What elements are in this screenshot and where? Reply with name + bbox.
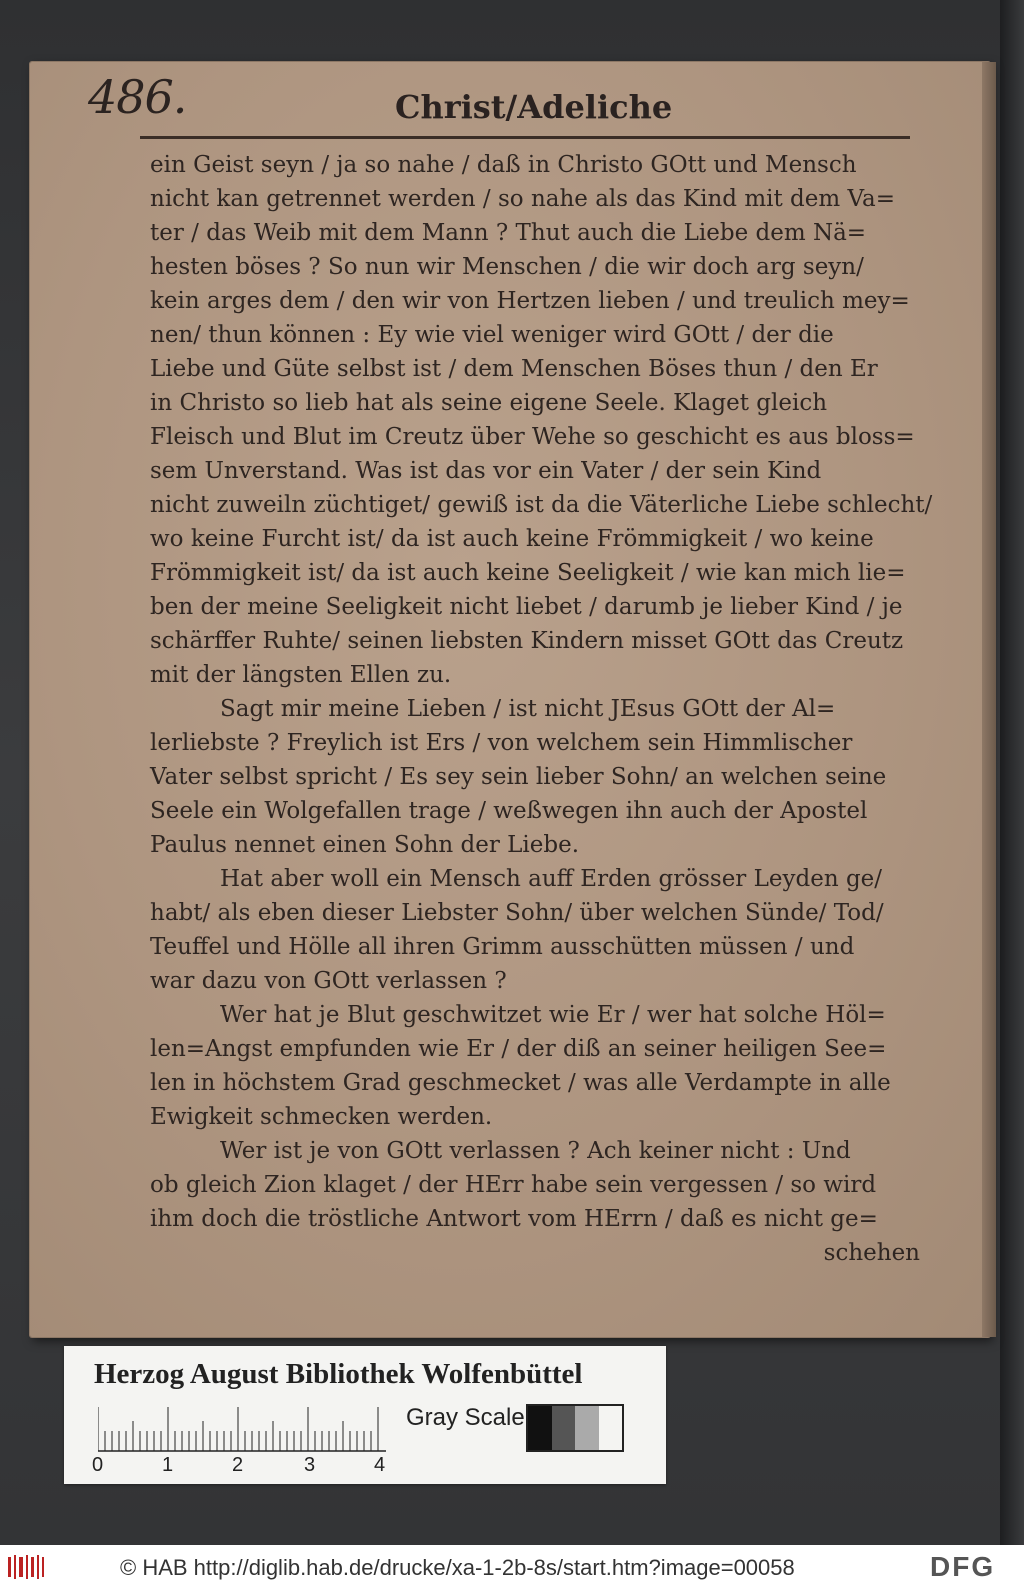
text-line: Teuffel und Hölle all ihren Grimm ausschütten müssen / und [150, 934, 855, 960]
swatch-dark-gray [552, 1406, 576, 1450]
text-line: len in höchstem Grad geschmecket / was alle Verdampte in alle [150, 1070, 891, 1096]
text-line: lerliebste ? Freylich ist Ers / von welchem sein Himmlischer [150, 730, 853, 756]
text-line: nicht kan getrennet werden / so nahe als das Kind mit dem Va= [150, 186, 895, 212]
footer-bar [0, 1545, 1024, 1590]
text-line: wo keine Furcht ist/ da ist auch keine Frömmigkeit / wo keine [150, 526, 874, 552]
swatch-black [528, 1406, 552, 1450]
ruler-number: 0 [92, 1454, 104, 1476]
text-line: ben der meine Seeligkeit nicht liebet / darumb je lieber Kind / je [150, 594, 903, 620]
text-line: Paulus nennet einen Sohn der Liebe. [150, 832, 580, 858]
text-line: Liebe und Güte selbst ist / dem Menschen Böses thun / den Er [150, 356, 878, 382]
text-line: ter / das Weib mit dem Mann ? Thut auch die Liebe dem Nä= [150, 220, 867, 246]
text-line: Seele ein Wolgefallen trage / weßwegen ihn auch der Apostel [150, 798, 868, 824]
text-line: ihm doch die tröstliche Antwort vom HErrn / daß es nicht ge= [150, 1206, 878, 1232]
gray-scale-label: Gray Scale [406, 1404, 525, 1431]
text-line: schärffer Ruhte/ seinen liebsten Kindern misset GOtt das Creutz [150, 628, 904, 654]
text-line: hesten böses ? So nun wir Menschen / die wir doch arg seyn/ [150, 254, 864, 280]
copyright-link[interactable]: © HAB http://diglib.hab.de/drucke/xa-1-2b-8s/start.htm?image=00058 [120, 1555, 795, 1580]
color-card [64, 1346, 666, 1484]
text-line: Fleisch und Blut im Creutz über Wehe so geschicht es aus bloss= [150, 424, 915, 450]
running-head: Christ/Adeliche [395, 88, 673, 126]
text-line: ob gleich Zion klaget / der HErr habe sein vergessen / so wird [150, 1172, 877, 1198]
body-text [150, 148, 933, 1270]
text-line: Wer hat je Blut geschwitzet wie Er / wer hat solche Höl= [220, 1002, 886, 1028]
text-line: schehen [823, 1240, 920, 1266]
text-line: Ewigkeit schmecken werden. [150, 1104, 493, 1130]
swatch-white [599, 1406, 623, 1450]
card-title: Herzog August Bibliothek Wolfenbüttel [94, 1358, 583, 1390]
text-line: habt/ als eben dieser Liebster Sohn/ über welchen Sünde/ Tod/ [150, 900, 884, 926]
text-line: Vater selbst spricht / Es sey sein lieber Sohn/ an welchen seine [150, 764, 887, 790]
text-line: Frömmigkeit ist/ da ist auch keine Seeligkeit / wie kan mich lie= [150, 560, 906, 586]
page-number: 486. [88, 70, 187, 124]
header-rule [140, 136, 910, 139]
text-line: in Christo so lieb hat als seine eigene Seele. Klaget gleich [150, 390, 828, 416]
text-line: Wer ist je von GOtt verlassen ? Ach keiner nicht : Und [220, 1138, 851, 1164]
ruler-number: 2 [232, 1454, 244, 1476]
ruler-number: 4 [374, 1454, 386, 1476]
text-line: Hat aber woll ein Mensch auff Erden grösser Leyden ge/ [220, 866, 883, 892]
text-line: len=Angst empfunden wie Er / der diß an seiner heiligen See= [150, 1036, 887, 1062]
text-line: mit der längsten Ellen zu. [150, 662, 452, 688]
text-line: kein arges dem / den wir von Hertzen lieben / und treulich mey= [150, 288, 910, 314]
swatch-light-gray [575, 1406, 599, 1450]
text-line: nen/ thun können : Ey wie viel weniger wird GOtt / der die [150, 322, 834, 348]
hab-barcode-logo-icon [6, 1553, 46, 1581]
page-gutter [982, 62, 996, 1337]
adjacent-page-edge [1000, 0, 1024, 1545]
ruler-number: 3 [304, 1454, 316, 1476]
text-line: nicht zuweiln züchtiget/ gewiß ist da die Väterliche Liebe schlecht/ [150, 492, 933, 518]
ruler-scale [98, 1406, 386, 1452]
ruler-number: 1 [162, 1454, 174, 1476]
gray-scale-swatches [526, 1404, 624, 1452]
dfg-logo: DFG [930, 1551, 996, 1582]
text-line: sem Unverstand. Was ist das vor ein Vater / der sein Kind [150, 458, 822, 484]
text-line: war dazu von GOtt verlassen ? [150, 968, 507, 994]
text-line: ein Geist seyn / ja so nahe / daß in Christo GOtt und Mensch [150, 152, 857, 178]
text-line: Sagt mir meine Lieben / ist nicht JEsus GOtt der Al= [220, 696, 836, 722]
